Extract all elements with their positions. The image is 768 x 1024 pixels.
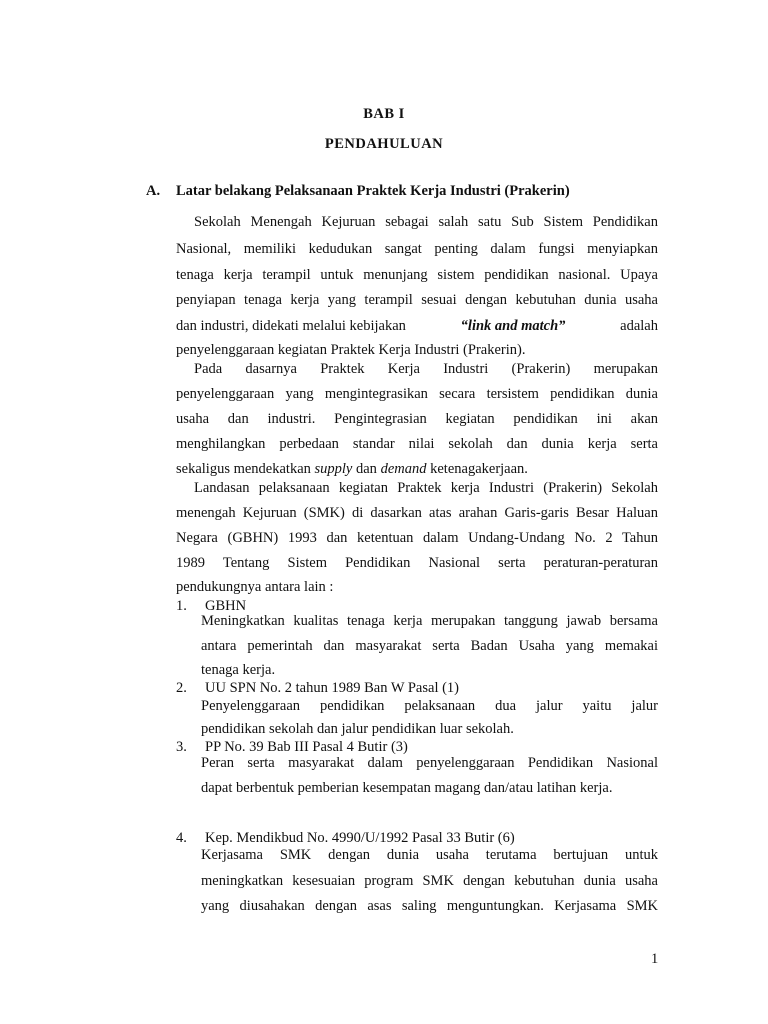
- p2-line-4: [176, 435, 658, 453]
- p3-line-3-text: Negara (GBHN) 1993 dan ketentuan dalam Undang-Undang No. 2 Tahun: [176, 530, 658, 546]
- item-3-title: PP No. 39 Bab III Pasal 4 Butir (3): [205, 739, 408, 755]
- p3-line-3: [176, 529, 658, 547]
- p2-line-1-text: Pada dasarnya Praktek Kerja Industri (Prakerin) merupakan: [194, 361, 658, 377]
- item-1-number: 1.: [176, 598, 187, 614]
- p3-line-1-text: Landasan pelaksanaan kegiatan Praktek kerja Industri (Prakerin) Sekolah: [194, 480, 658, 496]
- p2-line-3-text: usaha dan industri. Pengintegrasian kegiatan pendidikan ini akan: [176, 411, 658, 427]
- p3-line-4-text: 1989 Tentang Sistem Pendidikan Nasional serta peraturan-peraturan: [176, 555, 658, 571]
- p1-line-2: [176, 240, 658, 258]
- item-2-number: 2.: [176, 680, 187, 696]
- item-4-line-3-text: yang diusahakan dengan asas saling menguntungkan. Kerjasama SMK: [201, 898, 658, 914]
- item-3-line-1: [201, 754, 658, 772]
- page-number: 1: [651, 951, 659, 967]
- item-4-line-1-text: Kerjasama SMK dengan dunia usaha terutama bertujuan untuk: [201, 847, 658, 863]
- item-4-title: Kep. Mendikbud No. 4990/U/1992 Pasal 33 Butir (6): [205, 830, 515, 846]
- item-3-number: 3.: [176, 739, 187, 755]
- item-4-line-2: [201, 872, 658, 890]
- p2-line-4-text: menghilangkan perbedaan standar nilai sekolah dan dunia kerja serta: [176, 436, 658, 452]
- item-4-line-2-text: meningkatkan kesesuaian program SMK dengan kebutuhan dunia usaha: [201, 873, 658, 889]
- item-1-line-1-text: Meningkatkan kualitas tenaga kerja merupakan tanggung jawab bersama: [201, 613, 658, 629]
- p1-line-1-text: Sekolah Menengah Kejuruan sebagai salah satu Sub Sistem Pendidikan: [194, 214, 658, 230]
- item-4-line-3: [201, 897, 658, 915]
- chapter-title: PENDAHULUAN: [324, 136, 444, 152]
- p3-line-2-text: menengah Kejuruan (SMK) di dasarkan atas arahan Garis-garis Besar Haluan: [176, 505, 658, 521]
- item-2-title: UU SPN No. 2 tahun 1989 Ban W Pasal (1): [205, 680, 460, 696]
- p2-line-2: [176, 385, 658, 403]
- p2-line-1: [194, 360, 658, 378]
- p2-line-5: [176, 460, 528, 478]
- p3-line-4: [176, 554, 658, 572]
- p1-line-4: [176, 291, 658, 309]
- p1-line-4-text: penyiapan tenaga kerja yang terampil sesuai dengan kebutuhan dunia usaha: [176, 292, 658, 308]
- item-4-line-1: [201, 846, 658, 864]
- item-1-title: GBHN: [205, 598, 247, 614]
- section-marker: A.: [146, 183, 161, 199]
- p2-line-5-demand: demand: [380, 461, 427, 477]
- item-1-line-2: [201, 637, 658, 655]
- p2-line-5-pre: sekaligus mendekatkan: [176, 461, 311, 477]
- section-title: Latar belakang Pelaksanaan Praktek Kerja Industri (Prakerin): [176, 183, 570, 199]
- p2-line-5-post: ketenagakerjaan.: [430, 461, 528, 477]
- p3-line-1: [194, 479, 658, 497]
- p1-line-5: [176, 317, 658, 335]
- p3-line-5: pendukungnya antara lain :: [176, 579, 334, 595]
- item-1-line-1: [201, 612, 658, 630]
- item-4-number: 4.: [176, 830, 187, 846]
- p2-line-3: [176, 410, 658, 428]
- p2-line-2-text: penyelenggaraan yang mengintegrasikan secara tersistem pendidikan dunia: [176, 386, 658, 402]
- p1-line-2-text: Nasional, memiliki kedudukan sangat penting dalam fungsi menyiapkan: [176, 241, 658, 257]
- p1-line-3: [176, 266, 658, 284]
- item-3-line-2: dapat berbentuk pemberian kesempatan magang dan/atau latihan kerja.: [201, 780, 613, 796]
- p1-line-1: [194, 213, 658, 231]
- item-2-line-1-text: Penyelenggaraan pendidikan pelaksanaan dua jalur yaitu jalur: [201, 698, 658, 714]
- item-1-line-2-text: antara pemerintah dan masyarakat serta Badan Usaha yang memakai: [201, 638, 658, 654]
- p3-line-2: [176, 504, 658, 522]
- p1-line-5-post: adalah: [620, 318, 658, 334]
- p2-line-5-supply: supply: [314, 461, 353, 477]
- p1-line-5-emphasis: “link and match”: [460, 318, 566, 334]
- item-2-line-1: [201, 697, 658, 715]
- chapter-heading: BAB I: [363, 106, 405, 122]
- p2-line-5-mid: dan: [356, 461, 377, 477]
- p1-line-3-text: tenaga kerja terampil untuk menunjang sistem pendidikan nasional. Upaya: [176, 267, 658, 283]
- p1-line-5-pre: dan industri, didekati melalui kebijakan: [176, 318, 406, 334]
- item-1-line-3: tenaga kerja.: [201, 662, 276, 678]
- item-3-line-1-text: Peran serta masyarakat dalam penyelenggaraan Pendidikan Nasional: [201, 755, 658, 771]
- item-2-line-2: pendidikan sekolah dan jalur pendidikan luar sekolah.: [201, 721, 514, 737]
- p1-line-6: penyelenggaraan kegiatan Praktek Kerja Industri (Prakerin).: [176, 342, 526, 358]
